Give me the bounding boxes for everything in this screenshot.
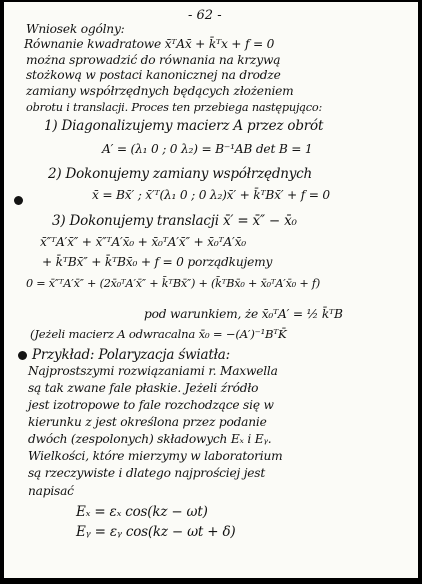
- punch-hole-bottom: [18, 351, 27, 360]
- step-3-condition: pod warunkiem, że x̄₀ᵀA′ = ½ k̄ᵀB: [144, 307, 343, 321]
- step-1-formula: A′ = (λ₁ 0 ; 0 λ₂) = B⁻¹AB det B = 1: [102, 142, 313, 156]
- note-line: napisać: [28, 484, 74, 498]
- note-line: stożkową w postaci kanonicznej na drodze: [26, 68, 281, 82]
- step-3-formula: + k̄ᵀBx̄″ + k̄ᵀBx̄₀ + f = 0 porządkujemy: [42, 255, 273, 269]
- note-line: można sprowadzić do równania na krzywą: [26, 53, 281, 67]
- note-line: są rzeczywiste i dlatego najprościej jest: [28, 466, 266, 480]
- equation-ex: Eₓ = εₓ cos(kz − ωt): [76, 504, 208, 520]
- note-line: obrotu i translacji. Proces ten przebiega następująco:: [26, 101, 323, 114]
- note-line: Najprostszymi rozwiązaniami r. Maxwella: [28, 364, 278, 378]
- step-2-heading: 2) Dokonujemy zamiany współrzędnych: [48, 166, 313, 182]
- step-2-formula: x̄ = Bx̄′ ; x̄′ᵀ(λ₁ 0 ; 0 λ₂)x̄′ + k̄ᵀBx̄′ + f = 0: [92, 188, 330, 202]
- equation-ey: Eᵧ = εᵧ cos(kz − ωt + δ): [76, 524, 236, 540]
- step-3-formula: x̄″ᵀA′x̄″ + x̄″ᵀA′x̄₀ + x̄₀ᵀA′x̄″ + x̄₀ᵀA′x̄₀: [40, 235, 246, 249]
- step-1-heading: 1) Diagonalizujemy macierz A przez obrót: [44, 118, 324, 134]
- notebook-page: [4, 2, 418, 578]
- note-line: dwóch (zespolonych) składowych Eₓ i Eᵧ.: [28, 432, 272, 446]
- step-3-formula: 0 = x̄″ᵀA′x̄″ + (2x̄₀ᵀA′x̄″ + k̄ᵀBx̄″) + (k̄ᵀBx̄₀ + x̄₀ᵀA′x̄₀ + f): [26, 277, 321, 290]
- example-heading: Przykład: Polaryzacja światła:: [32, 347, 230, 363]
- note-line: Wielkości, które mierzymy w laboratorium: [28, 449, 283, 463]
- note-line: jest izotropowe to fale rozchodzące się w: [28, 398, 274, 412]
- note-line: zamiany współrzędnych będących złożeniem: [26, 84, 294, 98]
- page-number: - 62 -: [188, 8, 222, 23]
- note-line: (Jeżeli macierz A odwracalna x̄₀ = −(A′)⁻¹BᵀK̄: [30, 327, 287, 341]
- note-line: są tak zwane fale płaskie. Jeżeli źródło: [28, 381, 259, 395]
- note-line: Równanie kwadratowe x̄ᵀAx̄ + k̄ᵀx + f = 0: [24, 37, 275, 51]
- note-line: kierunku z jest określona przez podanie: [28, 415, 267, 429]
- punch-hole-top: [14, 196, 23, 205]
- note-heading: Wniosek ogólny:: [26, 22, 125, 36]
- step-3-heading: 3) Dokonujemy translacji x̄′ = x̄″ − x̄₀: [52, 213, 297, 229]
